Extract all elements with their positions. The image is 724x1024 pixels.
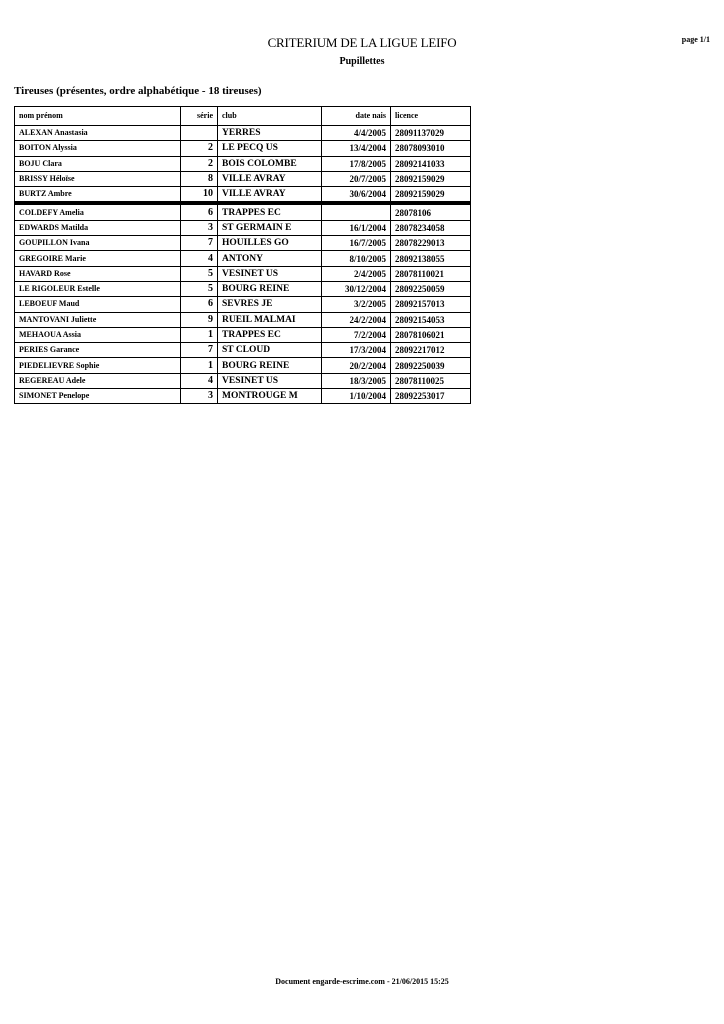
table-row <box>15 266 471 281</box>
cell-club: YERRES <box>218 126 322 141</box>
cell-birthdate: 16/1/2004 <box>322 220 391 235</box>
cell-birthdate: 30/6/2004 <box>322 187 391 204</box>
column-header-serie: série <box>181 107 218 126</box>
cell-club: MONTROUGE M <box>218 389 322 404</box>
cell-name: REGEREAU Adele <box>15 373 181 388</box>
cell-club: ST GERMAIN E <box>218 220 322 235</box>
table-row <box>15 297 471 312</box>
page-number: page 1/1 <box>681 35 710 44</box>
table-row <box>15 343 471 358</box>
cell-club: TRAPPES EC <box>218 327 322 342</box>
cell-birthdate: 8/10/2005 <box>322 251 391 266</box>
cell-birthdate: 20/2/2004 <box>322 358 391 373</box>
table-row <box>15 389 471 404</box>
cell-serie: 7 <box>181 236 218 251</box>
table-row <box>15 358 471 373</box>
cell-name: LEBOEUF Maud <box>15 297 181 312</box>
cell-birthdate: 1/10/2004 <box>322 389 391 404</box>
cell-birthdate: 30/12/2004 <box>322 281 391 296</box>
cell-club: LE PECQ US <box>218 141 322 156</box>
cell-name: BURTZ Ambre <box>15 187 181 204</box>
cell-name: BOJU Clara <box>15 156 181 171</box>
cell-serie: 4 <box>181 251 218 266</box>
cell-serie: 2 <box>181 156 218 171</box>
table-row <box>15 373 471 388</box>
cell-licence: 28078234058 <box>391 220 471 235</box>
cell-birthdate: 7/2/2004 <box>322 327 391 342</box>
cell-licence: 28092157013 <box>391 297 471 312</box>
cell-serie: 9 <box>181 312 218 327</box>
cell-serie: 7 <box>181 343 218 358</box>
cell-licence: 28078106021 <box>391 327 471 342</box>
table-row <box>15 236 471 251</box>
cell-birthdate: 24/2/2004 <box>322 312 391 327</box>
cell-birthdate: 2/4/2005 <box>322 266 391 281</box>
cell-birthdate: 17/8/2005 <box>322 156 391 171</box>
cell-club: BOURG REINE <box>218 358 322 373</box>
document-footer: Document engarde-escrime.com - 21/06/2015 15:25 <box>275 977 449 986</box>
cell-serie: 6 <box>181 203 218 220</box>
table-row <box>15 171 471 186</box>
cell-birthdate: 13/4/2004 <box>322 141 391 156</box>
cell-club: SEVRES JE <box>218 297 322 312</box>
cell-name: GREGOIRE Marie <box>15 251 181 266</box>
column-header-club: club <box>218 107 322 126</box>
cell-licence: 28078229013 <box>391 236 471 251</box>
cell-club: BOIS COLOMBE <box>218 156 322 171</box>
column-header-licence: licence <box>391 107 471 126</box>
column-header-birthdate: date nais <box>322 107 391 126</box>
cell-serie: 1 <box>181 327 218 342</box>
cell-serie: 6 <box>181 297 218 312</box>
table-row <box>15 203 471 220</box>
table-row <box>15 312 471 327</box>
cell-birthdate: 20/7/2005 <box>322 171 391 186</box>
cell-name: PERIES Garance <box>15 343 181 358</box>
cell-licence: 28092154053 <box>391 312 471 327</box>
cell-club: ST CLOUD <box>218 343 322 358</box>
cell-name: EDWARDS Matilda <box>15 220 181 235</box>
category-subtitle: Pupillettes <box>339 56 385 67</box>
section-title: Tireuses (présentes, ordre alphabétique - 18 tireuses) <box>14 85 262 97</box>
cell-serie: 10 <box>181 187 218 204</box>
document-title: CRITERIUM DE LA LIGUE LEIFO <box>267 35 457 50</box>
cell-club: VILLE AVRAY <box>218 187 322 204</box>
cell-birthdate: 18/3/2005 <box>322 373 391 388</box>
cell-name: LE RIGOLEUR Estelle <box>15 281 181 296</box>
cell-birthdate <box>322 203 391 220</box>
cell-licence: 28092250059 <box>391 281 471 296</box>
cell-name: BRISSY Héloïse <box>15 171 181 186</box>
table-row <box>15 187 471 204</box>
cell-club: HOUILLES GO <box>218 236 322 251</box>
fencers-table <box>14 106 471 404</box>
cell-licence: 28091137029 <box>391 126 471 141</box>
cell-club: VESINET US <box>218 373 322 388</box>
cell-licence: 28078110025 <box>391 373 471 388</box>
table-row <box>15 156 471 171</box>
cell-name: PIEDELIEVRE Sophie <box>15 358 181 373</box>
cell-licence: 28092159029 <box>391 187 471 204</box>
cell-licence: 28078093010 <box>391 141 471 156</box>
column-header-name: nom prénom <box>15 107 181 126</box>
cell-club: BOURG REINE <box>218 281 322 296</box>
table-row <box>15 251 471 266</box>
cell-name: HAVARD Rose <box>15 266 181 281</box>
table-body <box>15 126 471 404</box>
cell-birthdate: 17/3/2004 <box>322 343 391 358</box>
table-row <box>15 141 471 156</box>
cell-name: GOUPILLON Ivana <box>15 236 181 251</box>
cell-serie: 1 <box>181 358 218 373</box>
cell-name: ALEXAN Anastasia <box>15 126 181 141</box>
cell-name: MEHAOUA Assia <box>15 327 181 342</box>
cell-name: SIMONET Penelope <box>15 389 181 404</box>
cell-serie: 3 <box>181 220 218 235</box>
cell-club: VESINET US <box>218 266 322 281</box>
cell-serie: 5 <box>181 266 218 281</box>
cell-name: MANTOVANI Juliette <box>15 312 181 327</box>
cell-club: TRAPPES EC <box>218 203 322 220</box>
cell-name: BOITON Alyssia <box>15 141 181 156</box>
cell-club: ANTONY <box>218 251 322 266</box>
cell-birthdate: 4/4/2005 <box>322 126 391 141</box>
cell-serie: 3 <box>181 389 218 404</box>
cell-club: VILLE AVRAY <box>218 171 322 186</box>
cell-birthdate: 3/2/2005 <box>322 297 391 312</box>
cell-licence: 28078110021 <box>391 266 471 281</box>
table-row <box>15 281 471 296</box>
cell-serie: 4 <box>181 373 218 388</box>
cell-licence: 28092141033 <box>391 156 471 171</box>
cell-serie: 8 <box>181 171 218 186</box>
cell-birthdate: 16/7/2005 <box>322 236 391 251</box>
table-row <box>15 220 471 235</box>
table-row <box>15 126 471 141</box>
cell-club: RUEIL MALMAI <box>218 312 322 327</box>
table-header <box>15 107 471 126</box>
cell-licence: 28092159029 <box>391 171 471 186</box>
cell-licence: 28078106 <box>391 203 471 220</box>
cell-licence: 28092253017 <box>391 389 471 404</box>
cell-licence: 28092217012 <box>391 343 471 358</box>
cell-name: COLDEFY Amelia <box>15 203 181 220</box>
table-row <box>15 327 471 342</box>
header-row <box>15 107 471 126</box>
cell-licence: 28092138055 <box>391 251 471 266</box>
cell-licence: 28092250039 <box>391 358 471 373</box>
cell-serie: 2 <box>181 141 218 156</box>
cell-serie <box>181 126 218 141</box>
cell-serie: 5 <box>181 281 218 296</box>
